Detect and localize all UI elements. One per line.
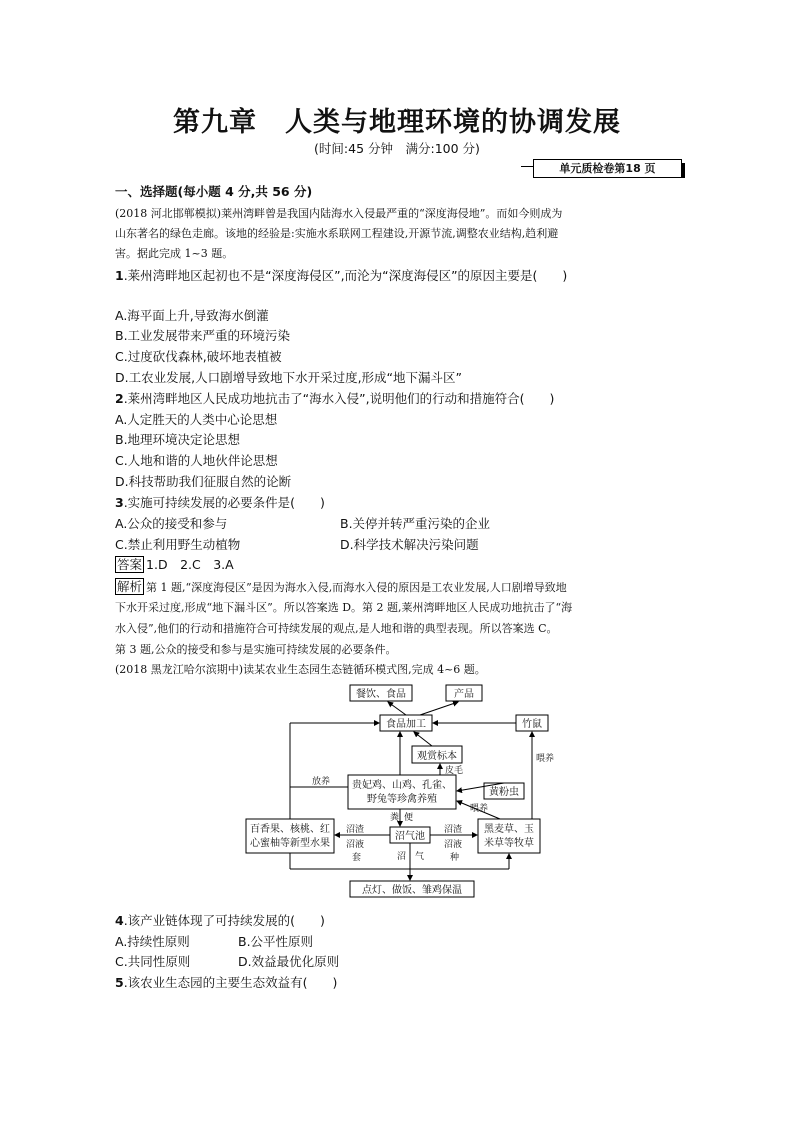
catering-label: 餐饮、食品: [356, 689, 406, 700]
option-d[interactable]: D.工农业发展,人口剧增导致地下水开采过度,形成“地下漏斗区”: [115, 370, 462, 385]
question-text: .该产业链体现了可持续发展的( ): [123, 913, 325, 928]
feed-label-2: 喂养: [470, 804, 489, 814]
option-a[interactable]: A.海平面上升,导致海水倒灌: [115, 308, 269, 323]
page-title: [0, 100, 794, 139]
feed-label: 喂养: [536, 754, 555, 764]
question-3: [115, 493, 325, 511]
option-c[interactable]: C.过度砍伐森林,破坏地表植被: [115, 349, 282, 364]
analysis-line: 下水开采过度,形成“地下漏斗区”。所以答案选 D。第 2 题,莱州湾畔地区人民成功地抗击了“海: [115, 601, 573, 614]
question-5: [115, 973, 337, 991]
intro-line: (2018 黑龙江哈尔滨期中)读某农业生态园生态链循环模式图,完成 4~6 题。: [115, 663, 486, 676]
slurry-label-right: 沼液: [444, 840, 463, 850]
release-label: 放养: [312, 777, 331, 787]
plant-label: 种: [450, 853, 460, 863]
analysis-label: 解析: [117, 579, 143, 594]
page-badge: 单元质检卷第18 页: [533, 159, 682, 178]
option-b[interactable]: B.公平性原则: [238, 934, 314, 949]
fur-label: 皮毛: [445, 766, 464, 776]
analysis-text: 第 1 题,“深度海侵区”是因为海水入侵,而海水入侵的原因是工农业发展,人口剧增导致地: [146, 581, 567, 594]
question-text: .莱州湾畔地区起初也不是“深度海侵区”,而沦为“深度海侵区”的原因主要是( ): [123, 268, 568, 283]
poultry-label-2: 野兔等珍禽养殖: [367, 794, 437, 805]
option-a[interactable]: A.公众的接受和参与: [115, 516, 228, 531]
answer-line: [115, 555, 234, 573]
option-c[interactable]: C.人地和谐的人地伙伴论思想: [115, 453, 278, 468]
answer-label: 答案: [117, 557, 143, 572]
option-d[interactable]: D.科学技术解决污染问题: [340, 537, 479, 552]
question-number: 5: [115, 975, 124, 990]
bamboo-rat-label: 竹鼠: [522, 719, 542, 730]
insect-label: 黄粉虫: [489, 787, 519, 798]
question-text: .该农业生态园的主要生态效益有( ): [123, 975, 338, 990]
chapter-title: 人类与地理环境的协调发展: [285, 107, 621, 138]
section-heading: 一、选择题(每小题 4 分,共 56 分): [115, 184, 313, 199]
poultry-label-1: 贵妃鸡、山鸡、孔雀、: [352, 780, 452, 791]
question-text: .莱州湾畔地区人民成功地抗击了“海水入侵”,说明他们的行动和措施符合( ): [123, 391, 555, 406]
option-d[interactable]: D.科技帮助我们征服自然的论断: [115, 474, 292, 489]
question-number: 2: [115, 391, 124, 406]
question-4: [115, 911, 325, 929]
chapter-number: 第九章: [173, 107, 257, 138]
fruit-label-1: 百香果、核桃、红: [250, 824, 330, 835]
product-label: 产品: [454, 689, 474, 700]
residue-label-right: 沼渣: [444, 825, 463, 835]
residue-label-left: 沼渣: [346, 825, 365, 835]
answer-text: 1.D 2.C 3.A: [146, 557, 234, 572]
fruit-label-2: 心蜜柚等新型水果: [250, 838, 330, 849]
specimen-label: 观赏标本: [417, 751, 457, 762]
apply-label: 套: [352, 853, 362, 863]
question-number: 1: [115, 268, 124, 283]
question-2: [115, 389, 554, 407]
option-c[interactable]: C.共同性原则: [115, 954, 191, 969]
biogas-label: 沼气池: [395, 831, 425, 842]
intro-line: 山东著名的绿色走廊。该地的经验是:实施水系联网工程建设,开源节流,调整农业结构,趋利避: [115, 227, 559, 240]
analysis-line: [115, 577, 567, 595]
option-a[interactable]: A.人定胜天的人类中心论思想: [115, 412, 278, 427]
question-number: 4: [115, 913, 124, 928]
gas-label-2: 气: [415, 852, 425, 862]
eco-cycle-diagram: [240, 683, 555, 901]
intro-line: 害。据此完成 1~3 题。: [115, 247, 234, 260]
analysis-line: 水入侵”,他们的行动和措施符合可持续发展的观点,是人地和谐的典型表现。所以答案选 C。: [115, 622, 558, 635]
option-a[interactable]: A.持续性原则: [115, 934, 190, 949]
grass-label-1: 黑麦草、玉: [484, 824, 534, 835]
grass-label-2: 米草等牧草: [484, 838, 534, 849]
gas-label-1: 沼: [397, 852, 407, 862]
option-b[interactable]: B.工业发展带来严重的环境污染: [115, 328, 291, 343]
exam-info: (时间:45 分钟 满分:100 分): [314, 141, 480, 156]
option-b[interactable]: B.地理环境决定论思想: [115, 432, 241, 447]
option-b[interactable]: B.关停并转严重污染的企业: [340, 516, 491, 531]
uses-label: 点灯、做饭、雏鸡保温: [362, 885, 462, 896]
intro-line: (2018 河北邯郸模拟)莱州湾畔曾是我国内陆海水入侵最严重的“深度海侵地”。而如今则成为: [115, 207, 563, 220]
manure-label-2: 便: [404, 813, 414, 823]
food-processing-label: 食品加工: [386, 719, 426, 730]
analysis-line: 第 3 题,公众的接受和参与是实施可持续发展的必要条件。: [115, 643, 397, 656]
slurry-label-left: 沼液: [346, 840, 365, 850]
question-1: [115, 266, 567, 284]
question-number: 3: [115, 495, 124, 510]
option-d[interactable]: D.效益最优化原则: [238, 954, 340, 969]
option-c[interactable]: C.禁止利用野生动植物: [115, 537, 241, 552]
question-text: .实施可持续发展的必要条件是( ): [123, 495, 325, 510]
manure-label-1: 粪: [390, 813, 400, 823]
